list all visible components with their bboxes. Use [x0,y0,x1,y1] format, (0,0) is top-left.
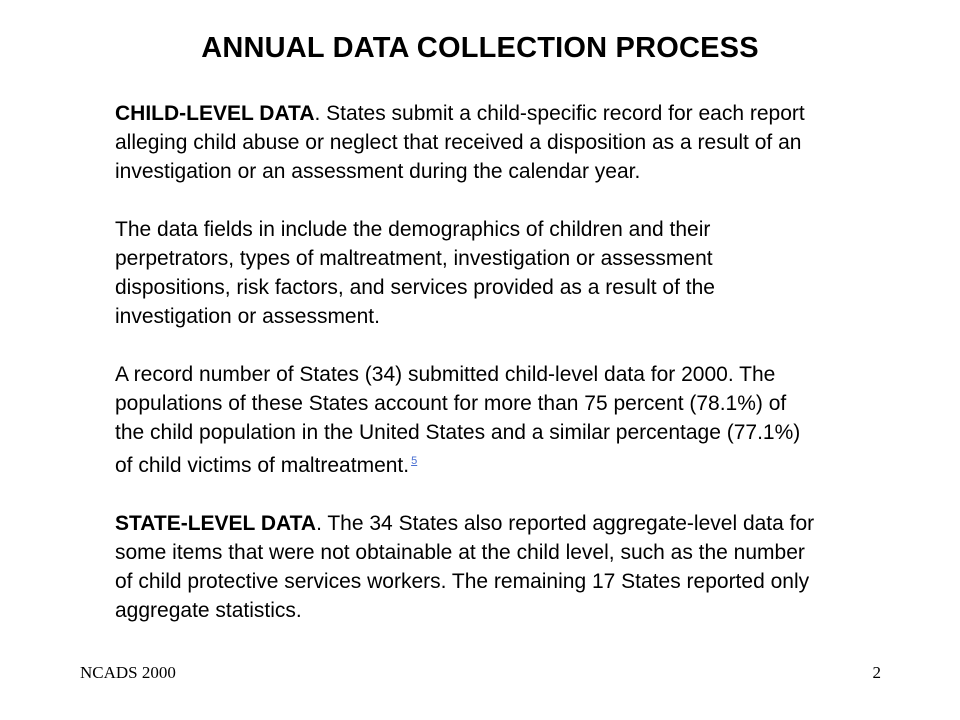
state-level-data-text: . The 34 States also reported aggregate-level data for some items that were not obtainable at the child level, such as the number of child protective services workers. The remaining 17 States reported only aggregate statistics. [115,512,815,622]
child-level-data-text: . States submit a child-specific record for each report alleging child abuse or neglect that received a disposition as a result of an investigation or an assessment during the calendar year. [115,102,805,183]
paragraph-record-number [115,360,820,480]
footer-source-label: NCADS 2000 [80,663,176,682]
data-fields-text: The data fields in include the demographics of children and their perpetrators, types of maltreatment, investigation or assessment dispositions, risk factors, and services provided as a result of the investigation or assessment. [115,218,715,328]
paragraph-data-fields [115,215,820,331]
state-level-data-heading: STATE-LEVEL DATA [115,512,317,535]
slide-title: ANNUAL DATA COLLECTION PROCESS [201,32,759,64]
footnote-link[interactable]: 5 [411,455,418,467]
paragraph-child-level-data [115,99,820,186]
paragraph-state-level-data [115,509,820,625]
child-level-data-heading: CHILD-LEVEL DATA [115,102,315,125]
record-number-text: A record number of States (34) submitted child-level data for 2000. The populations of these States account for more than 75 percent (78.1%) of the child population in the United States and a similar percentage (77.1%) of child victims of maltreatment. [115,363,801,477]
page-number: 2 [872,663,881,682]
slide-body [115,99,820,625]
